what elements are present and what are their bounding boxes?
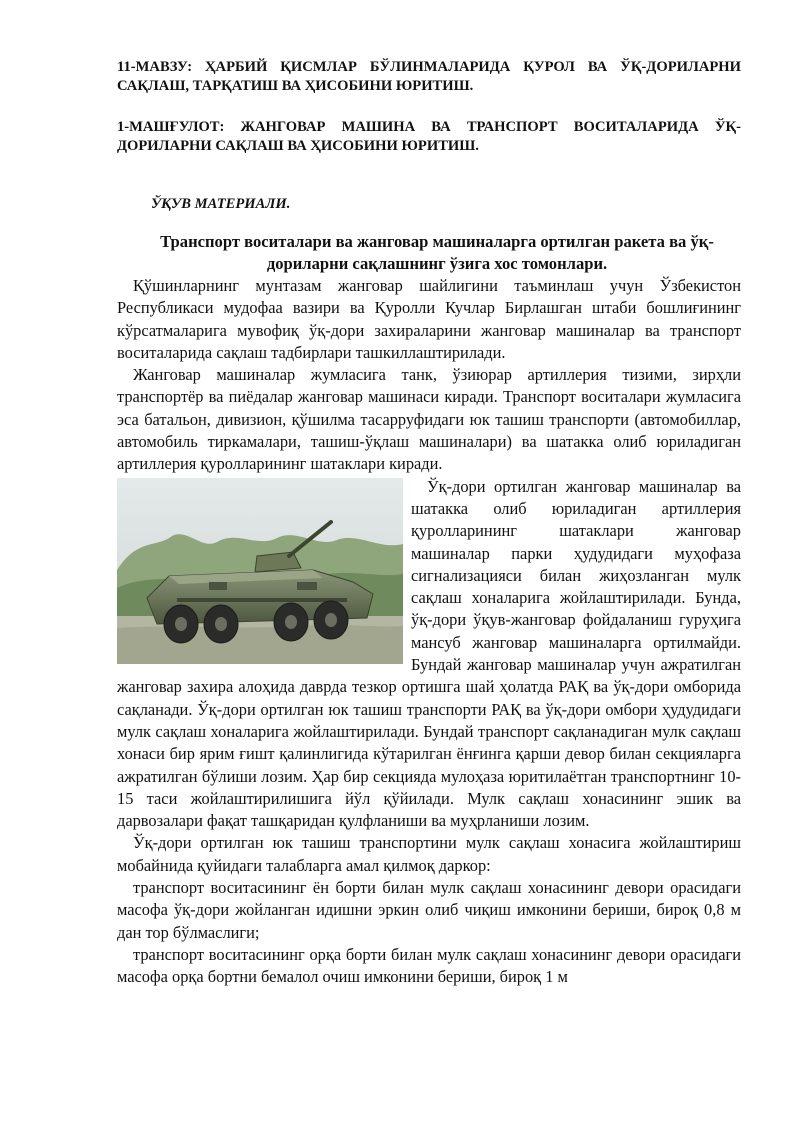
- apc-photo: [117, 478, 403, 668]
- paragraph-1: Қўшинларнинг мунтазам жанговар шайлигини таъминлаш учун Ўзбекистон Республикаси мудофаа вазири ва Қуролли Кучлар Бирлашган штаби бошлиғининг кўрсатмаларига мувофиқ ўқ-дори захираларини жанговар машиналар ва транспорт воситаларида сақлаш тадбирлари ташкиллаштирилади.: [117, 276, 741, 362]
- paragraph-3: Ўқ-дори ортилган жанговар машиналар ва шатакка олиб юриладиган артиллерия қуролларининг шатаклари жанговар машиналар парки ҳудудидаги муҳофаза сигнализацияси билан жиҳозланган мулк сақлаш хоналарига жойлаштирилади. Бунда, ўқ-дори ўқув-жанговар фойдаланиш гуруҳига мансуб жанговар машиналарга ортилмайди. Бундай жанговар машиналар учун ажратилган жанговар захира алоҳида даврда тезкор ортишга шай ҳолатда РАҚ ва ўқ-дори омборида сақланади. Ўқ-дори ортилган юк ташиш транспорти РАҚ ва ўқ-дори омбори ҳудудидаги мулк сақлаш хоналарига жойлаштирилади. Бундай транспорт сақланадиган мулк сақлаш хонаси бир ярим ғишт қалинлигида кўтарилган ёнғинга қарши девор билан секцияларга ажратилган бўлиши лозим. Ҳар бир секцияда мулоҳаза юритилаётган транспортнинг 10-15 таси жойлаштирилишига йўл қўйилади. Мулк сақлаш хонасининг эшик ва дарвозалари фақат ташқаридан қулфланиши ва муҳрланиши лозим.: [117, 476, 741, 831]
- armored-personnel-carrier-image: [117, 478, 403, 664]
- lesson-heading: 1-МАШҒУЛОТ: ЖАНГОВАР МАШИНА ВА ТРАНСПОРТ ВОСИТАЛАРИДА ЎҚ-ДОРИЛАРНИ САҚЛАШ ВА ҲИСОБИНИ ЮРИТИШ.: [117, 119, 741, 154]
- paragraph-5: транспорт воситасининг ён борти билан мулк сақлаш хонасининг девори орасидаги масофа ўқ-дори жойланган идишни эркин олиб чиқиш имконини бериши, бироқ 0,8 м дан тор бўлмаслиги;: [117, 878, 741, 942]
- topic-heading: 11-МАВЗУ: ҲАРБИЙ ҚИСМЛАР БЎЛИНМАЛАРИДА ҚУРОЛ ВА ЎҚ-ДОРИЛАРНИ САҚЛАШ, ТАРҚАТИШ ВА ҲИСОБИНИ ЮРИТИШ.: [117, 59, 741, 94]
- document-body: [117, 58, 741, 989]
- paragraph-3-block: [117, 476, 741, 833]
- paragraph-2: Жанговар машиналар жумласига танк, ўзиюрар артиллерия тизими, зирҳли транспортёр ва пиёдалар жанговар машинаси киради. Транспорт воситалари жумласига эса батальон, дивизион, қўшилма тасарруфидаги юк ташиш транспорти (автомобиллар, автомобиль тиркамалари, ташиш-ўқлаш машиналари) ва шатакка олиб юриладиган артиллерия қуролларининг шатаклари киради.: [117, 365, 741, 474]
- paragraph-6: транспорт воситасининг орқа борти билан мулк сақлаш хонасининг девори орасидаги масофа орқа бортни бемалол очиш имконини бериши, бироқ 1 м: [117, 944, 741, 987]
- study-material-label: ЎҚУВ МАТЕРИАЛИ.: [151, 196, 291, 212]
- paragraph-4: Ўқ-дори ортилган юк ташиш транспортини мулк сақлаш хонасига жойлаштириш мобайнида қуйидаги талабларга амал қилмоқ даркор:: [117, 833, 741, 875]
- section-title: Транспорт воситалари ва жанговар машиналарга ортилган ракета ва ўқ-дориларни сақлашнинг ўзига хос томонлари.: [160, 232, 714, 273]
